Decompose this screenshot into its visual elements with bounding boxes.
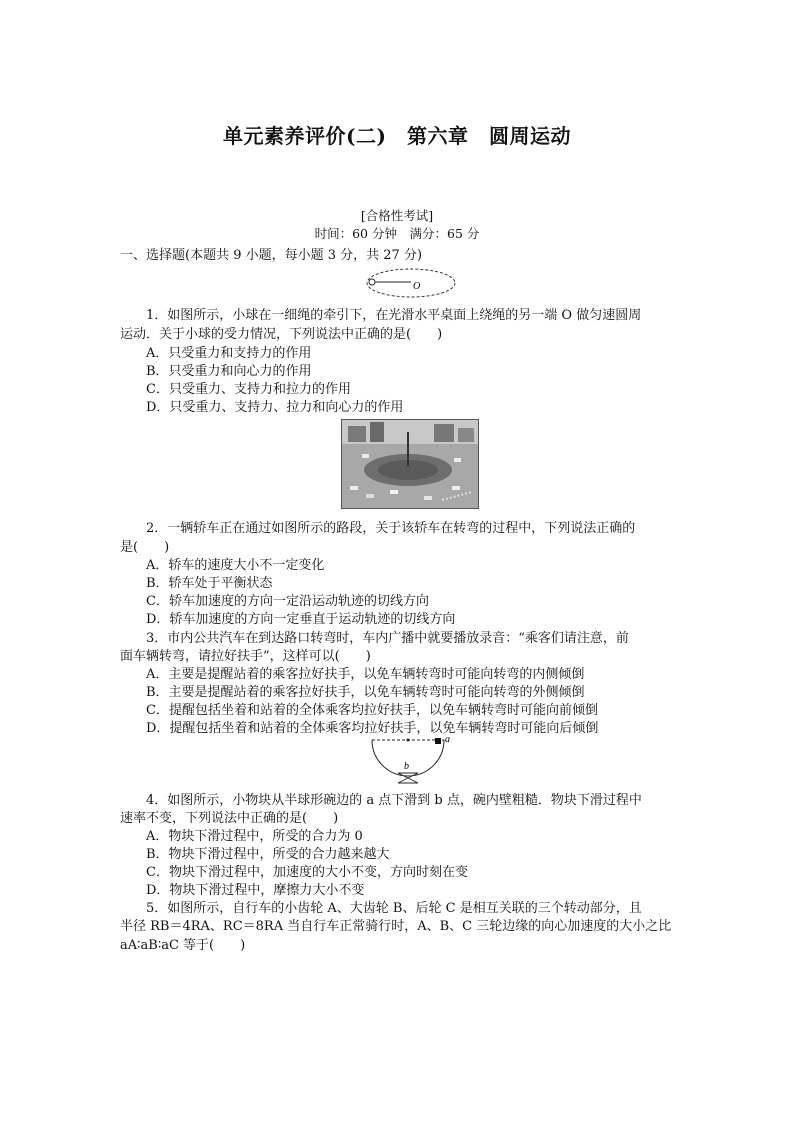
q1-option-b: B．只受重力和向心力的作用 xyxy=(146,364,312,379)
q2-option-b: B．轿车处于平衡状态 xyxy=(146,576,273,591)
q4-line1: 4．如图所示，小物块从半球形碗边的 a 点下滑到 b 点，碗内壁粗糙．物块下滑过程中 xyxy=(146,793,642,808)
q3-option-b: B．主要是提醒站着的乘客拉好扶手，以免车辆转弯时可能向转弯的外侧倾倒 xyxy=(146,685,585,700)
point-a-label: a xyxy=(445,734,450,745)
page-title: 单元素养评价(二) 第六章 圆周运动 xyxy=(223,124,571,148)
q5-line3: aA∶aB∶aC 等于( ) xyxy=(120,938,246,953)
q5-line2: 半径 RB＝4RA、RC＝8RA 当自行车正常骑行时，A、B、C 三轮边缘的向心加速度的大小之比 xyxy=(120,919,672,934)
ball xyxy=(369,279,375,285)
q1-option-c: C．只受重力、支持力和拉力的作用 xyxy=(146,382,351,397)
q1-option-a: A．只受重力和支持力的作用 xyxy=(146,346,312,361)
q3-option-d: D．提醒包括坐着和站着的全体乘客均拉好扶手，以免车辆转弯时可能向后倾倒 xyxy=(146,721,599,736)
time-score: 时间：60 分钟 满分：65 分 xyxy=(314,226,480,241)
q1-line2: 运动．关于小球的受力情况，下列说法中正确的是( ) xyxy=(120,327,443,342)
q4-option-c: C．物块下滑过程中，加速度的大小不变，方向时刻在变 xyxy=(146,865,468,880)
q2-option-c: C．轿车加速度的方向一定沿运动轨迹的切线方向 xyxy=(146,594,429,609)
q2-option-d: D．轿车加速度的方向一定垂直于运动轨迹的切线方向 xyxy=(146,612,456,627)
circular-motion-figure xyxy=(365,267,457,301)
bowl-center xyxy=(407,739,410,742)
q4-option-a: A．物块下滑过程中，所受的合力为 0 xyxy=(146,829,363,844)
roundabout-photo xyxy=(341,419,479,509)
q3-line2: 面车辆转弯，请拉好扶手”，这样可以( ) xyxy=(120,649,371,664)
q4-option-b: B．物块下滑过程中，所受的合力越来越大 xyxy=(146,847,390,862)
q4-line2: 速率不变，下列说法中正确的是( ) xyxy=(120,811,339,826)
q4-option-d: D．物块下滑过程中，摩擦力大小不变 xyxy=(146,883,365,898)
q3-option-c: C．提醒包括坐着和站着的全体乘客均拉好扶手，以免车辆转弯时可能向前倾倒 xyxy=(146,703,598,718)
q2-line1: 2．一辆轿车正在通过如图所示的路段，关于该轿车在转弯的过程中，下列说法正确的 xyxy=(146,521,636,536)
section-heading: 一、选择题(本题共 9 小题，每小题 3 分，共 27 分) xyxy=(120,248,423,263)
q3-line1: 3．市内公共汽车在到达路口转弯时，车内广播中就要播放录音：“乘客们请注意，前 xyxy=(146,631,629,646)
block xyxy=(435,738,441,744)
orbit-ellipse xyxy=(367,269,455,297)
roundabout-illustration xyxy=(342,420,478,508)
center-o-label: O xyxy=(413,281,421,292)
point-b-label: b xyxy=(404,761,409,772)
q1-option-d: D．只受重力、支持力、拉力和向心力的作用 xyxy=(146,400,404,415)
bowl-figure xyxy=(366,733,458,787)
bowl-stand xyxy=(398,773,418,783)
q1-line1: 1．如图所示，小球在一细绳的牵引下，在光滑水平桌面上绕绳的另一端 O 做匀速圆周 xyxy=(146,308,642,323)
q3-option-a: A．主要是提醒站着的乘客拉好扶手，以免车辆转弯时可能向转弯的内侧倾倒 xyxy=(146,667,585,682)
q5-line1: 5．如图所示，自行车的小齿轮 A、大齿轮 B、后轮 C 是相互关联的三个转动部分，且 xyxy=(146,901,642,916)
q2-line2: 是( ) xyxy=(120,540,170,555)
q2-option-a: A．轿车的速度大小不一定变化 xyxy=(146,558,325,573)
exam-type: [合格性考试] xyxy=(360,208,434,223)
